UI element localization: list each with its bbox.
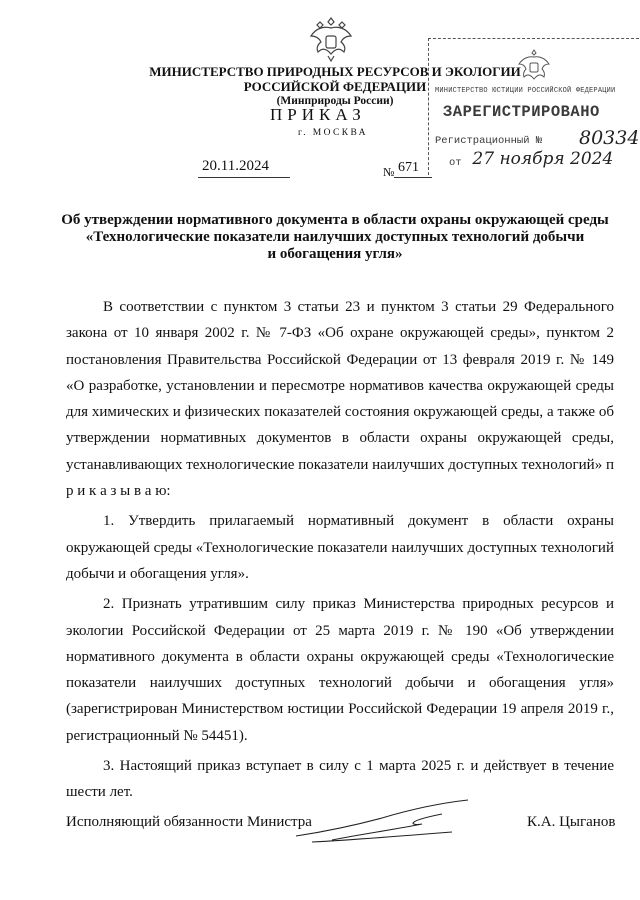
title-line-1: Об утверждении нормативного документа в области охраны окружающей среды bbox=[61, 212, 609, 228]
signer-title: Исполняющий обязанности Министра bbox=[66, 814, 312, 830]
stamp-status: ЗАРЕГИСТРИРОВАНО bbox=[443, 103, 600, 121]
stamp-reg-number-label: Регистрационный № bbox=[435, 135, 543, 147]
handwritten-signature bbox=[292, 796, 472, 848]
coat-of-arms-icon bbox=[306, 12, 356, 64]
date-underline bbox=[198, 177, 290, 178]
document-date: 20.11.2024 bbox=[202, 158, 269, 174]
document-title bbox=[40, 212, 630, 263]
stamp-reg-number: 80334 bbox=[579, 127, 640, 149]
number-underline bbox=[394, 177, 432, 178]
registration-stamp bbox=[428, 38, 639, 175]
number-label: № bbox=[383, 165, 395, 179]
ministry-line-1: МИНИСТЕРСТВО ПРИРОДНЫХ РЕСУРСОВ И ЭКОЛОГИИ bbox=[149, 64, 521, 79]
ministry-line-2: РОССИЙСКОЙ ФЕДЕРАЦИИ bbox=[243, 79, 427, 94]
stamp-from-label: от bbox=[449, 157, 462, 169]
ministry-short: (Минприроды России) bbox=[276, 95, 394, 107]
document-number: 671 bbox=[398, 160, 419, 175]
signer-name: К.А. Цыганов bbox=[527, 814, 616, 830]
stamp-reg-date bbox=[467, 149, 613, 169]
document-type: ПРИКАЗ bbox=[270, 105, 366, 124]
title-line-2: «Технологические показатели наилучших доступных технологий добычи bbox=[85, 229, 585, 245]
body-paragraph-1: 1. Утвердить прилагаемый нормативный документ в области охраны окружающей среды «Технологические показатели наилучших доступных технологий добычи и обогащения угля». bbox=[66, 513, 614, 582]
body-paragraph-2: 2. Признать утратившим силу приказ Министерства природных ресурсов и экологии Российской Федерации от 25 марта 2019 г. № 190 «Об утверждении нормативного документа в области охраны окружающей среды «Технологические показатели наилучших доступных технологий добычи и обогащения угля» (зарегистрирован Министерством юстиции Российской Федерации 19 апреля 2019 г., регистрационный № 54451). bbox=[66, 596, 614, 744]
body-paragraph-3: 3. Настоящий приказ вступает в силу с 1 марта 2025 г. и действует в течение шести лет. bbox=[66, 758, 614, 801]
body-paragraph-preamble: В соответствии с пунктом 3 статьи 23 и пунктом 3 статьи 29 Федерального закона от 10 января 2002 г. № 7-ФЗ «Об охране окружающей среды», пунктом 2 постановления Правительства Российской Федерации от 13 февраля 2019 г. № 149 «О разработке, установлении и пересмотре нормативов качества окружающей среды для химических и физических показателей состояния окружающей среды, а также об утверждении нормативных документов в области охраны окружающей среды, устанавливающих технологические показатели наилучших доступных технологий» п р и к а з ы в а ю: bbox=[66, 299, 614, 500]
stamp-ministry: МИНИСТЕРСТВО ЮСТИЦИИ РОССИЙСКОЙ ФЕДЕРАЦИИ bbox=[435, 87, 616, 95]
document-body bbox=[66, 294, 614, 810]
stamp-reg-date-text: 27 ноября 2024 bbox=[472, 149, 614, 169]
document-city: г. МОСКВА bbox=[298, 128, 368, 138]
title-line-3: и обогащения угля» bbox=[267, 246, 403, 262]
stamp-coat-of-arms-icon bbox=[515, 47, 553, 85]
